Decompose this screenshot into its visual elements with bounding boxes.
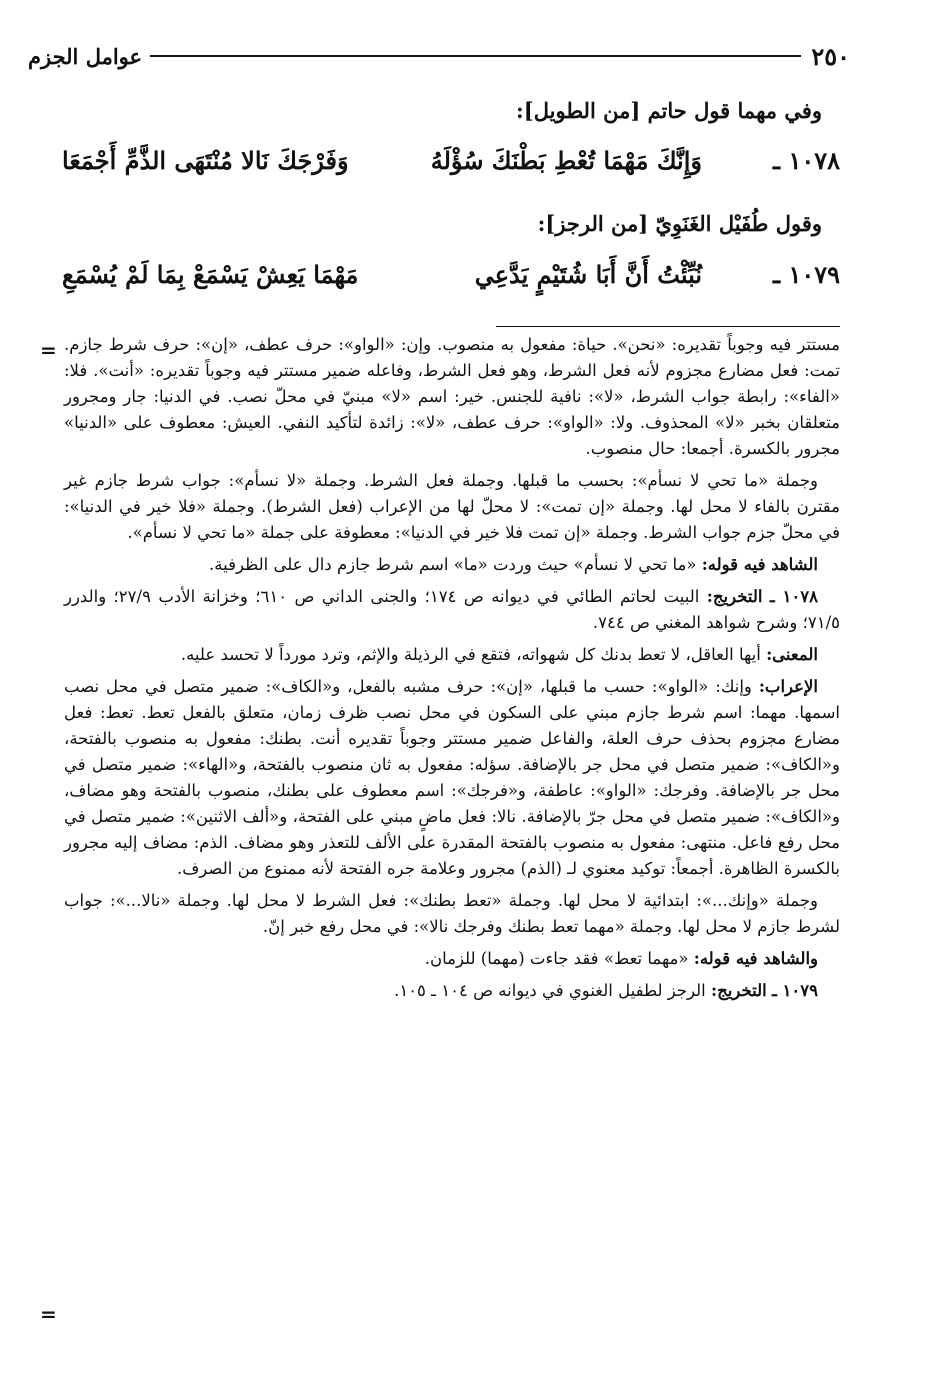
running-header (28, 36, 850, 76)
footnote-1078-sources (64, 584, 840, 636)
footnote-1079-sources-text: الرجز لطفيل الغنوي في ديوانه ص ١٠٤ ـ ١٠٥. (394, 981, 706, 1000)
footnote-sentence-analysis: وجملة «ما تحي لا نسأم»: بحسب ما قبلها. وجملة فعل الشرط. وجملة «لا نسأم»: جواب شرط جازم غير مقترن بالفاء لا محل لها. وجملة «إن تمت»: لا محلّ لها من الإعراب (فعل الشرط). وجملة «فلا خير في الدنيا»: في محلّ جزم جواب الشرط. وجملة «إن تمت فلا خير في الدنيا»: معطوفة على جملة «ما تحي لا نسأم». (64, 471, 840, 542)
footnote-1078-witness (64, 946, 840, 972)
footnote-witness-label: الشاهد فيه قوله: (701, 555, 818, 574)
footnote-1079-sources-label: التخريج: (711, 981, 767, 1000)
footnote-1079-number: ١٠٧٩ ـ (771, 981, 818, 1000)
verse-1-intro: وفي مهما قول حاتم [من الطويل]: (516, 98, 822, 123)
verse-1-hemistich-2: وَفَرْجَكَ نَالا مُنْتَهَى الذَّمِّ أَجْمَعَا (62, 146, 349, 175)
footnote-1078-parsing-text: وإنك: «الواو»: حسب ما قبلها، «إن»: حرف مشبه بالفعل، و«الكاف»: ضمير متصل في محل نصب اسمها. مهما: اسم شرط جازم مبني على السكون في محل نصب ظرف زمان، متعلق بالفعل تعط. تعط: فعل مضارع مجزوم بحذف حرف العلة، والفاعل ضمير مستتر وجوباً تقديره أنت. بطنك: مفعول به منصوب بالفتحة، و«الكاف»: ضمير متصل في محل جر بالإضافة. سؤله: مفعول به ثان منصوب بالفتحة، و«الهاء»: ضمير متصل في محل جر بالإضافة. وفرجك: «الواو»: عاطفة، و«فرجك»: اسم معطوف على بطنك، منصوب بالفتحة وهو مضاف، و«الكاف»: ضمير متصل في محل جرّ بالإضافة. نالا: فعل ماضٍ مبني على الفتحة، و«ألف الاثنين»: ضمير متصل في محل رفع فاعل. منتهى: مفعول به منصوب بالفتحة المقدرة على الألف للتعذر وهو مضاف. الذم: مضاف إليه مجرور بالكسرة الظاهرة. أجمعاً: توكيد معنوي لـ (الذم) مجرور وعلامة جره الفتحة لأنه ممنوع من الصرف. (64, 677, 840, 878)
verse-2-hemistich-1: نُبِّئْتُ أَنَّ أَبَا شُتَيْمٍ يَدَّعِي (474, 260, 702, 289)
verse-1 (58, 146, 840, 190)
verse-2-hemistich-2: مَهْمَا يَعِشْ يَسْمَعْ بِمَا لَمْ يُسْمَعِ (62, 260, 359, 289)
footnote-end-mark: = (40, 1302, 57, 1326)
header-rule (150, 55, 801, 57)
footnote-separator (496, 326, 840, 327)
footnote-1078-sentences: وجملة «وإنك...»: ابتدائية لا محل لها. وجملة «تعط بطنك»: فعل الشرط لا محل لها. وجملة «نالا...»: جواب لشرط جازم لا محل لها. وجملة «مهما تعط بطنك وفرجك نالا»: في محل رفع خبر إنّ. (64, 891, 840, 936)
footnote-1078-witness-text: «مهما تعط» فقد جاءت (مهما) للزمان. (424, 949, 689, 968)
footnote-1078-witness-label: والشاهد فيه قوله: (693, 949, 818, 968)
verse-2-intro: وقول طُفَيْل الغَنَوِيّ [من الرجز]: (537, 211, 822, 236)
footnote-1078-meaning (64, 642, 840, 668)
footnote-1078-parsing (64, 674, 840, 882)
verse-1-hemistich-1: وَإِنَّكَ مَهْمَا تُعْطِ بَطْنَكَ سُؤْلَهُ (430, 146, 702, 175)
footnote-1078-sources-text: البيت لحاتم الطائي في ديوانه ص ١٧٤؛ والجنى الداني ص ٦١٠؛ وخزانة الأدب ٢٧/٩؛ والدرر ٧١/٥؛ وشرح شواهد المغني ص ٧٤٤. (64, 587, 840, 632)
footnote-1078-parsing-label: الإعراب: (758, 677, 818, 696)
footnote-parsing-continued: مستتر فيه وجوباً تقديره: «نحن». حياة: مفعول به منصوب. وإن: «الواو»: حرف عطف، «إن»: حرف شرط جازم. تمت: فعل مضارع مجزوم لأنه فعل الشرط، وهو فعل الشرط، وفاعله ضمير مستتر فيه وجوباً تقديره: «أنت». فلا: «الفاء»: رابطة جواب الشرط، «لا»: نافية للجنس. خير: اسم «لا» مبنيّ في محلّ نصب. في الدنيا: جار ومجرور متعلقان بخبر «لا» المحذوف. ولا: «الواو»: حرف عطف، «لا»: زائدة لتأكيد النفي. العيش: معطوف على «الدنيا» مجرور بالكسرة. أجمعا: حال منصوب. (64, 335, 840, 458)
verse-1-number: ١٠٧٨ ـ (773, 146, 840, 175)
footnote-continuation-mark: = (40, 338, 57, 362)
footnote-1078-sources-label: التخريج: (706, 587, 763, 606)
chapter-title: عوامل الجزم (28, 43, 143, 69)
verse-2 (58, 260, 840, 304)
footnote-1078-meaning-text: أيها العاقل، لا تعط بدنك كل شهواته، فتقع في الرذيلة والإثم، وترد مورداً لا تحسد عليه. (180, 645, 761, 664)
footnote-witness (64, 552, 840, 578)
footnote-1079-sources (64, 978, 840, 1004)
verse-2-number: ١٠٧٩ ـ (773, 260, 840, 289)
footnotes (64, 332, 840, 1010)
page-number: ٢٥٠ (811, 41, 850, 71)
footnote-1078-number: ١٠٧٨ ـ (769, 587, 818, 606)
footnote-witness-text: «ما تحي لا نسأم» حيث وردت «ما» اسم شرط جازم دال على الظرفية. (209, 555, 697, 574)
footnote-1078-meaning-label: المعنى: (766, 645, 818, 664)
